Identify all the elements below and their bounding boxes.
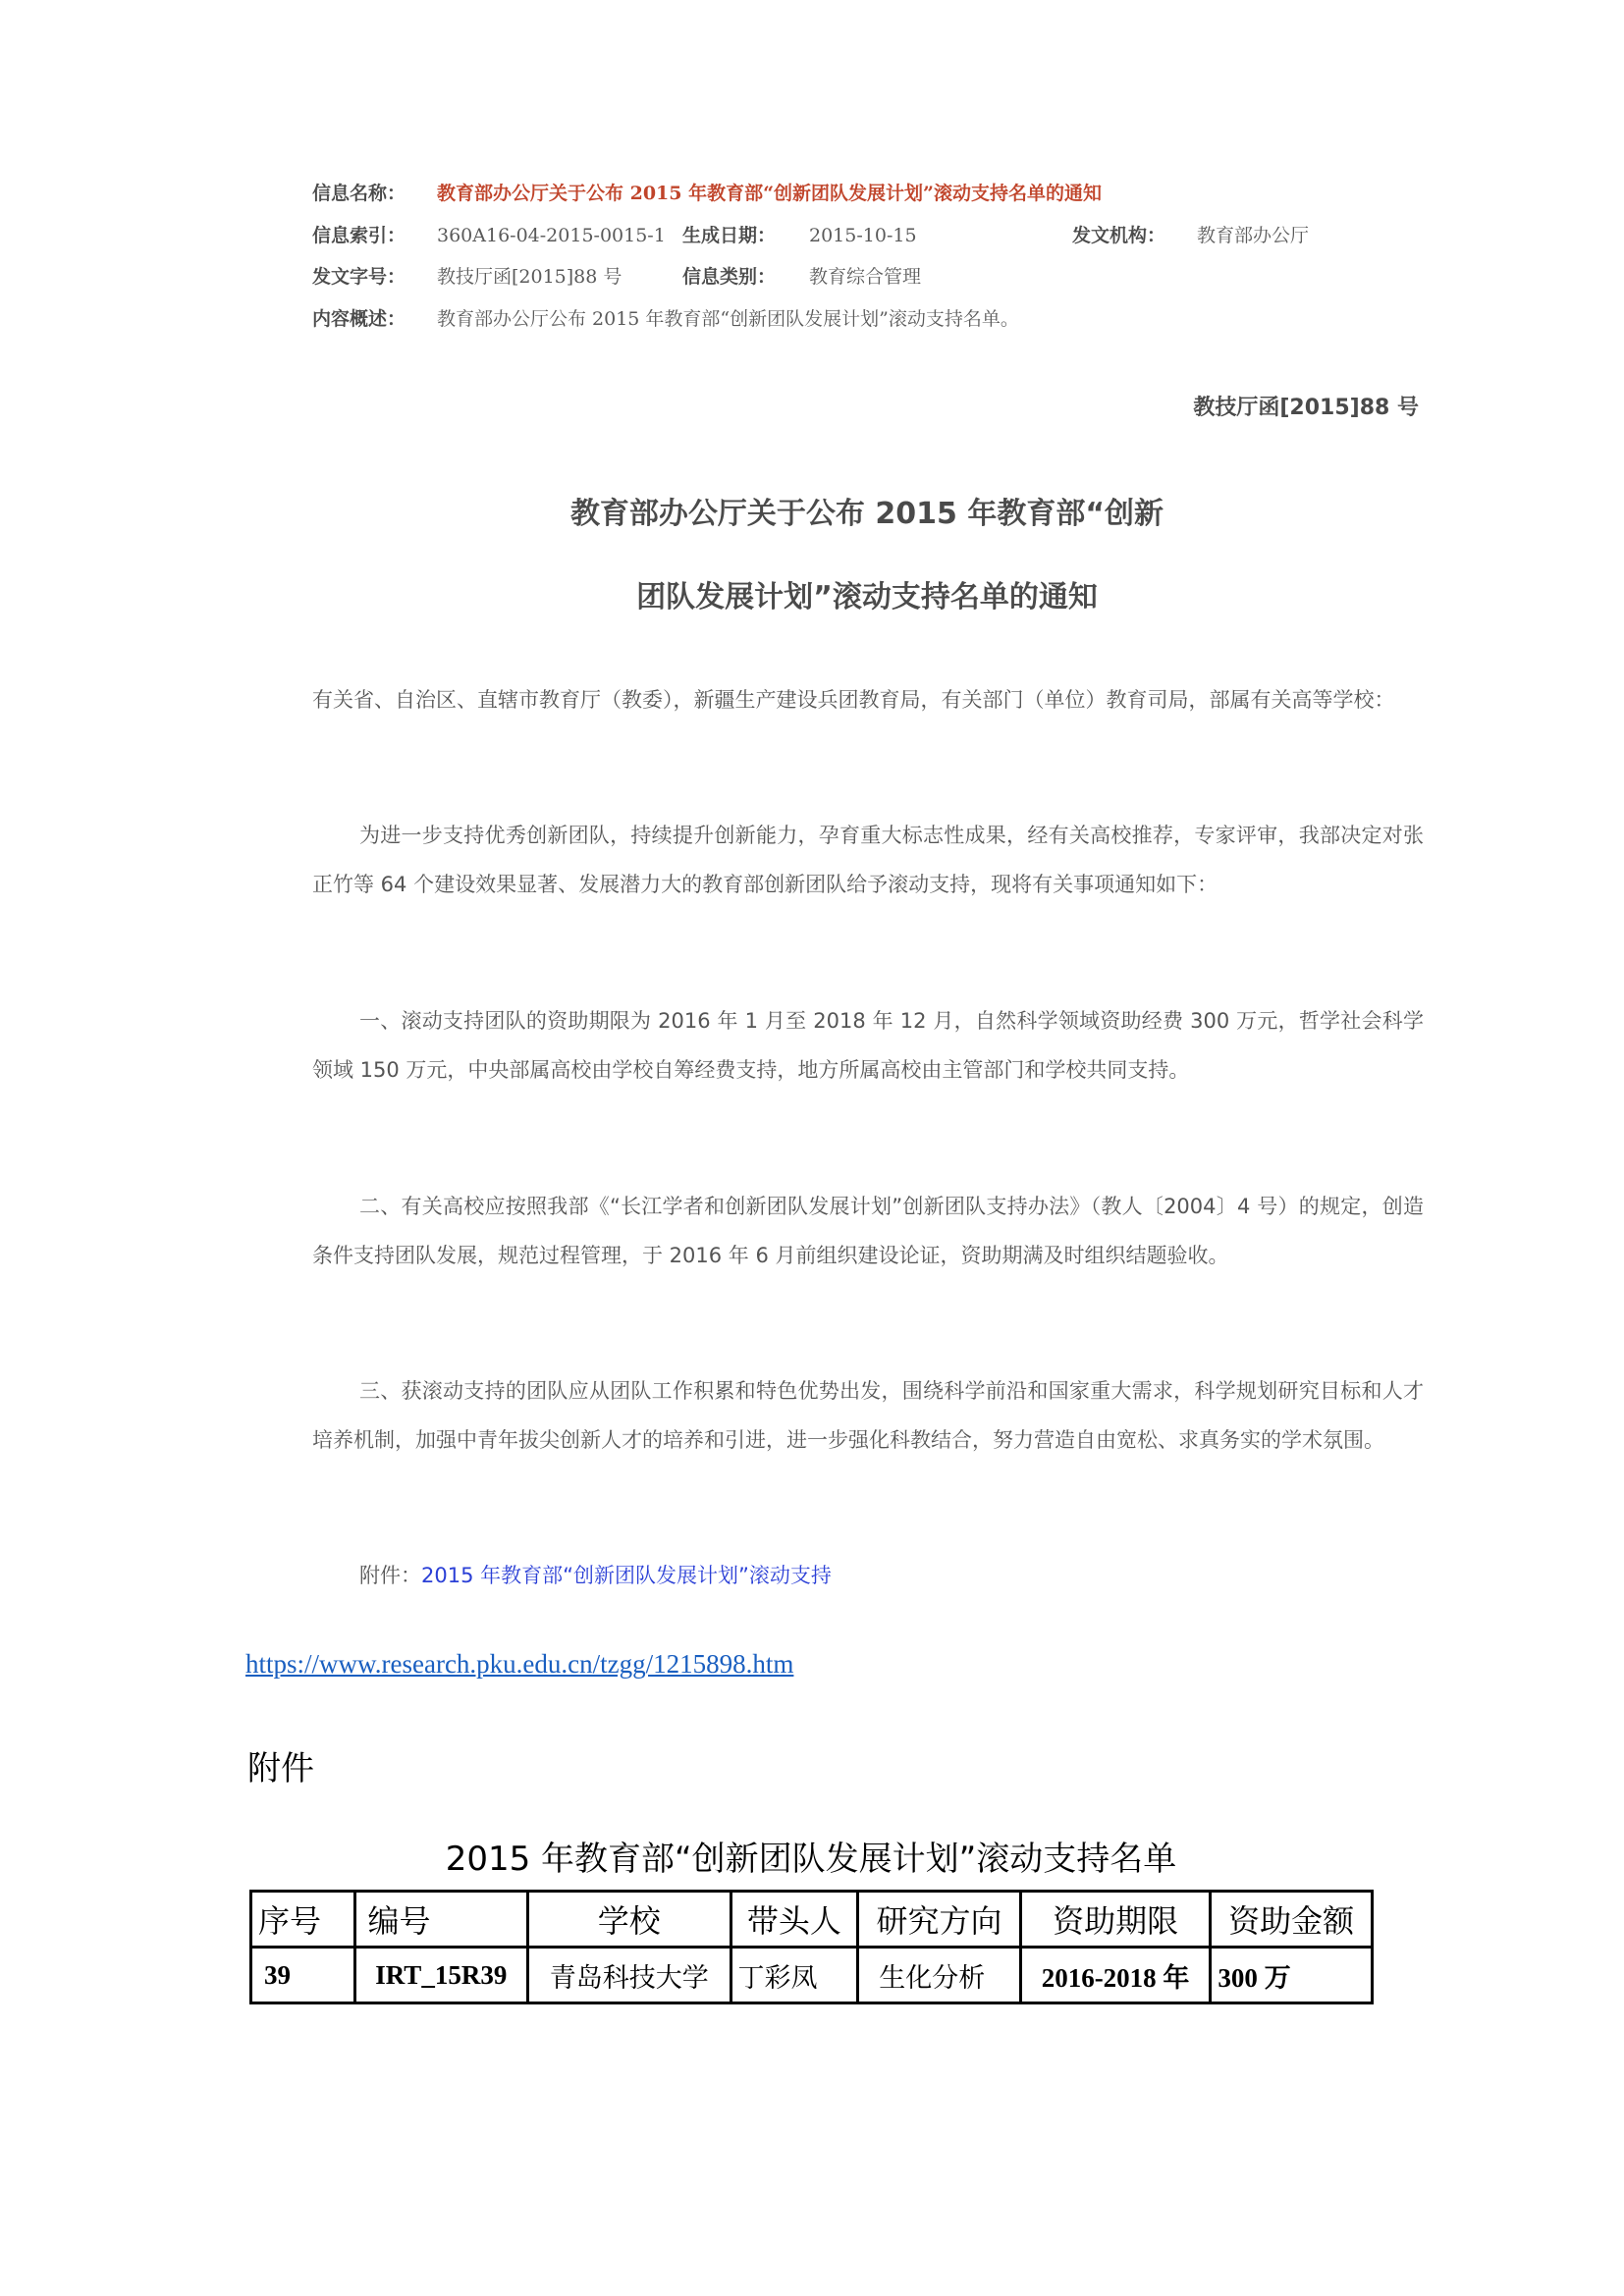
column-header-code: 编号	[354, 1892, 528, 1948]
column-header-funding-amount: 资助金额	[1211, 1892, 1373, 1948]
table-row	[251, 1948, 1373, 2003]
info-index-value: 360A16-04-2015-0015-1	[437, 225, 666, 246]
attachment-label: 附件：	[359, 1564, 421, 1587]
cell-leader: 丁彩凤	[731, 1948, 858, 2003]
column-header-seq: 序号	[251, 1892, 355, 1948]
support-list-table	[249, 1890, 1374, 2004]
notice-title-line-2: 团队发展计划”滚动支持名单的通知	[636, 580, 1098, 614]
cell-research-field: 生化分析	[858, 1948, 1021, 2003]
table-header-row	[251, 1892, 1373, 1948]
body-paragraph-1: 一、滚动支持团队的资助期限为 2016 年 1 月至 2018 年 12 月，自然科学领域资助经费 300 万元，哲学社会科学领域 150 万元，中央部属高校由学校自筹经费支持，地方所属高校由主管部门和学校共同支持。	[312, 1009, 1424, 1082]
column-header-leader: 带头人	[731, 1892, 858, 1948]
info-category-value: 教育综合管理	[809, 266, 922, 288]
info-category-label: 信息类别：	[682, 266, 777, 288]
info-date-label: 生成日期：	[682, 225, 777, 246]
info-row-index	[312, 221, 1432, 250]
info-org-label: 发文机构：	[1072, 225, 1166, 246]
info-row-summary	[312, 304, 1432, 334]
cell-school: 青岛科技大学	[528, 1948, 731, 2003]
cell-seq: 39	[251, 1948, 355, 2003]
info-name-label: 信息名称：	[312, 183, 406, 204]
info-date-value: 2015-10-15	[809, 225, 917, 246]
info-name-value: 教育部办公厅关于公布 2015 年教育部“创新团队发展计划”滚动支持名单的通知	[437, 183, 1102, 204]
info-row-name	[312, 179, 1432, 208]
appendix-list-title: 2015 年教育部“创新团队发展计划”滚动支持名单	[445, 1840, 1177, 1879]
cell-funding-period: 2016-2018 年	[1020, 1948, 1211, 2003]
notice-title-line-1: 教育部办公厅关于公布 2015 年教育部“创新	[569, 497, 1164, 531]
column-header-school: 学校	[528, 1892, 731, 1948]
info-summary-label: 内容概述：	[312, 308, 406, 330]
salutation: 有关省、自治区、直辖市教育厅（教委），新疆生产建设兵团教育局，有关部门（单位）教育司局，部属有关高等学校：	[312, 688, 1395, 712]
document-number: 教技厅函[2015]88 号	[1193, 396, 1419, 420]
body-paragraph-2: 二、有关高校应按照我部《“长江学者和创新团队发展计划”创新团队支持办法》（教人〔2004〕4 号）的规定，创造条件支持团队发展，规范过程管理，于 2016 年 6 月前组织建设论证，资助期满及时组织结题验收。	[312, 1195, 1424, 1267]
body-paragraph-3: 三、获滚动支持的团队应从团队工作积累和特色优势出发，围绕科学前沿和国家重大需求，科学规划研究目标和人才培养机制，加强中青年拔尖创新人才的培养和引进，进一步强化科教结合，努力营造自由宽松、求真务实的学术氛围。	[312, 1379, 1424, 1452]
column-header-research-field: 研究方向	[858, 1892, 1021, 1948]
cell-code: IRT_15R39	[354, 1948, 528, 2003]
info-summary-value: 教育部办公厅公布 2015 年教育部“创新团队发展计划”滚动支持名单。	[437, 308, 1019, 330]
info-docnum-label: 发文字号：	[312, 266, 406, 288]
appendix-heading: 附件	[247, 1749, 314, 1789]
info-row-docnum	[312, 262, 1432, 292]
cell-funding-amount: 300 万	[1211, 1948, 1373, 2003]
info-index-label: 信息索引：	[312, 225, 406, 246]
info-docnum-value: 教技厅函[2015]88 号	[437, 266, 623, 288]
source-url-link[interactable]: https://www.research.pku.edu.cn/tzgg/1215898.htm	[245, 1649, 794, 1679]
attachment-link[interactable]: 2015 年教育部“创新团队发展计划”滚动支持	[421, 1564, 832, 1587]
attachment-line	[312, 1551, 1424, 1600]
column-header-funding-period: 资助期限	[1020, 1892, 1211, 1948]
body-paragraph-intro: 为进一步支持优秀创新团队，持续提升创新能力，孕育重大标志性成果，经有关高校推荐，专家评审，我部决定对张正竹等 64 个建设效果显著、发展潜力大的教育部创新团队给予滚动支持，现将有关事项通知如下：	[312, 824, 1424, 896]
info-org-value: 教育部办公厅	[1197, 225, 1310, 246]
